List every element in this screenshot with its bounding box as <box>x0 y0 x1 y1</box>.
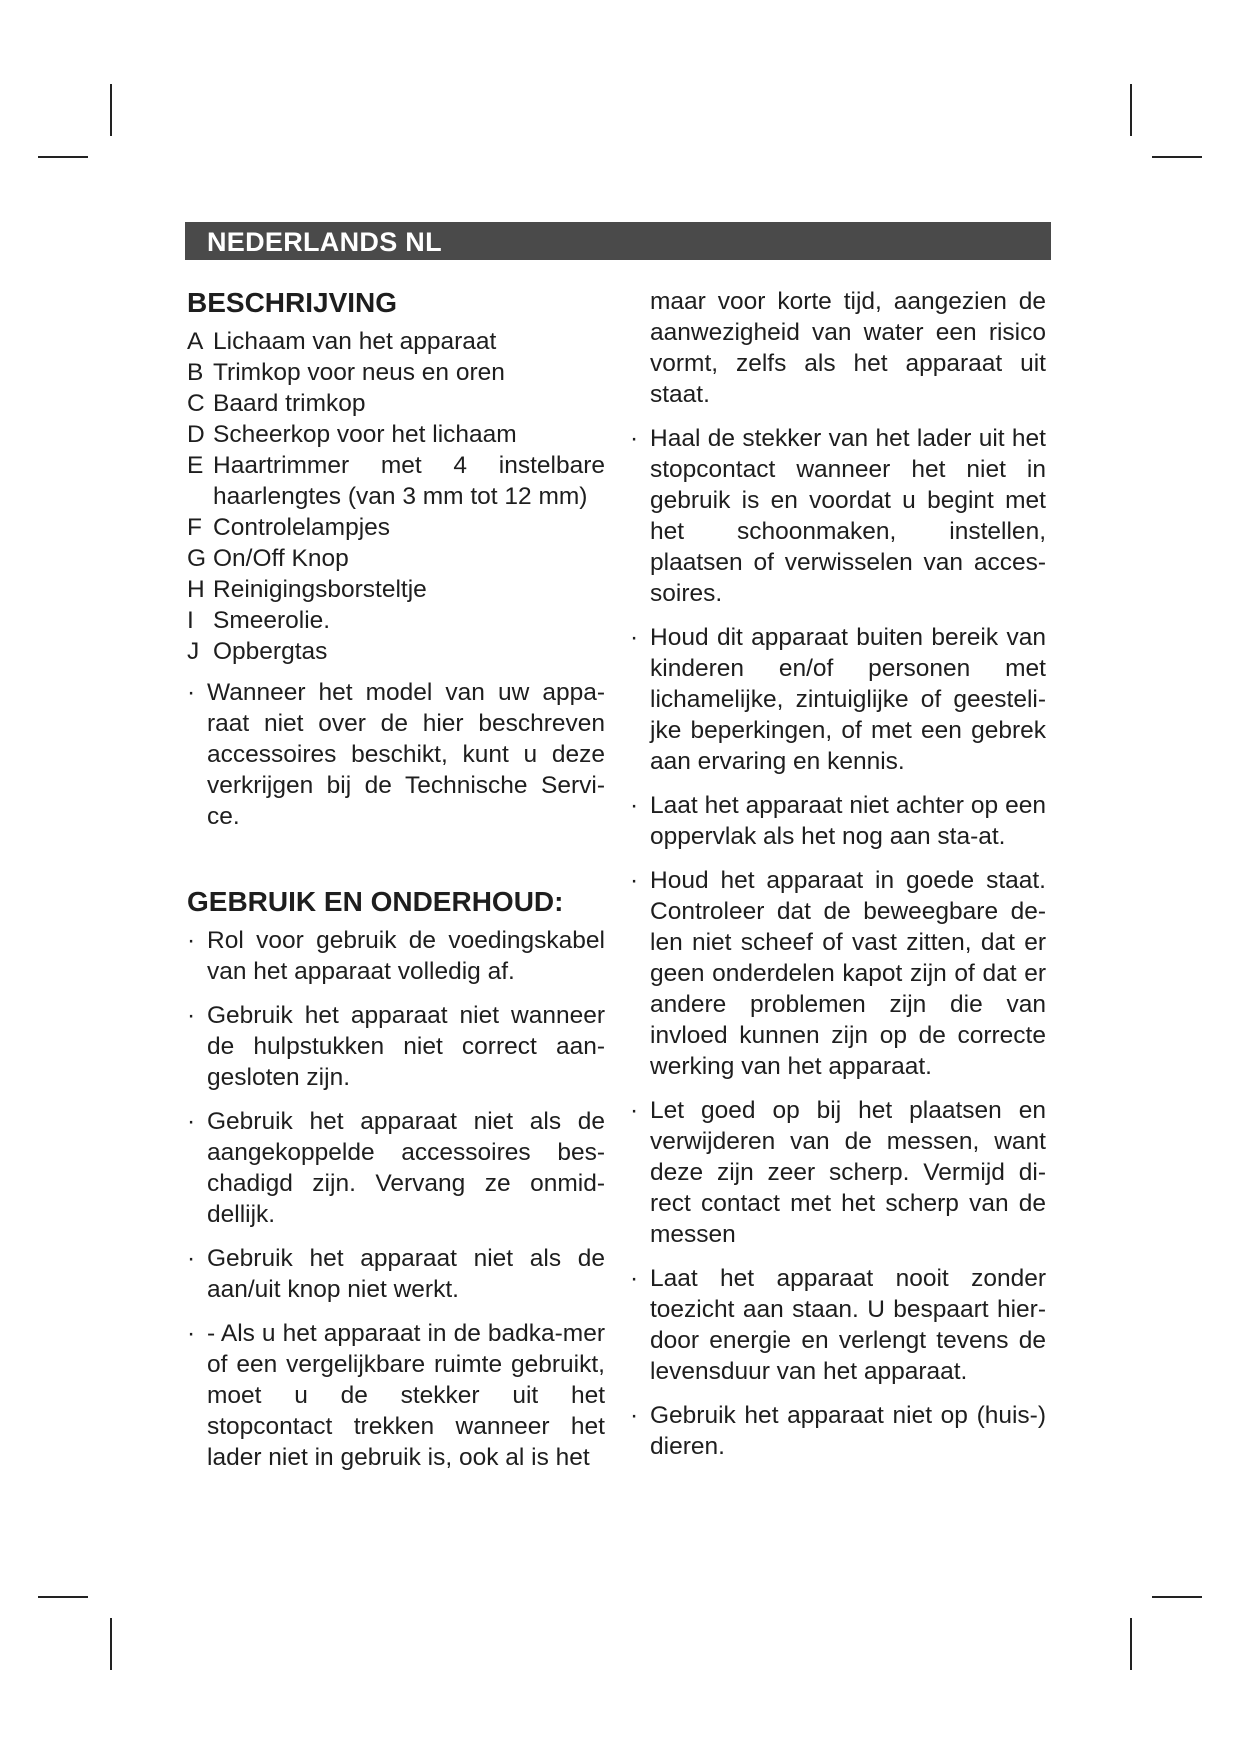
usage-bullet: · Houd dit apparaat buiten bereik van kinderen en/of personen met lichamelijke, zintuiglijke of geesteli-jke beperkingen, of met een gebrek aan ervaring en kennis. <box>630 622 1046 777</box>
left-column <box>187 286 605 1486</box>
item-text: Scheerkop voor het lichaam <box>213 421 517 448</box>
item-letter: A <box>187 328 204 355</box>
item-letter: C <box>187 390 205 417</box>
usage-title: GEBRUIK EN ONDERHOUD: <box>187 886 564 917</box>
crop-mark-top-right-horizontal <box>1152 156 1202 158</box>
item-text: Haartrimmer met 4 instelbare haarlengtes (van 3 mm tot 12 mm) <box>213 452 605 510</box>
right-column <box>630 286 1046 1475</box>
list-item <box>187 574 605 605</box>
item-text: Smeerolie. <box>213 607 331 634</box>
item-text: Reinigingsborsteltje <box>213 576 427 603</box>
usage-bullet: · Gebruik het apparaat niet als de aan/uit knop niet werkt. <box>187 1243 605 1305</box>
usage-bullet: · - Als u het apparaat in de badka-mer of een vergelijkbare ruimte gebruikt, moet u de stekker uit het stopcontact trekken wanneer het lader niet in gebruik is, ook al is het <box>187 1318 605 1473</box>
description-title: BESCHRIJVING <box>187 287 398 318</box>
list-item <box>187 543 605 574</box>
crop-mark-top-left-horizontal <box>38 156 88 158</box>
crop-mark-bottom-left-horizontal <box>38 1596 88 1598</box>
list-item <box>187 605 605 636</box>
item-text: Opbergtas <box>213 638 328 665</box>
crop-mark-top-left-vertical <box>110 84 112 136</box>
list-item <box>187 326 605 357</box>
usage-bullet: · Gebruik het apparaat niet als de aangekoppelde accessoires bes-chadigd zijn. Vervang ze onmid-dellijk. <box>187 1106 605 1230</box>
language-header: NEDERLANDS NL <box>185 222 1051 260</box>
item-letter: G <box>187 545 207 572</box>
list-item <box>187 636 605 667</box>
item-text: Controlelampjes <box>213 514 391 541</box>
usage-bullet: · Haal de stekker van het lader uit het stopcontact wanneer het niet in gebruik is en voordat u begint met het schoonmaken, instellen, plaatsen of verwisselen van acces-soires. <box>630 423 1046 609</box>
item-letter: I <box>187 607 194 634</box>
usage-bullet: · Houd het apparaat in goede staat. Controleer dat de beweegbare de-len niet scheef of vast zitten, dat er geen onderdelen kapot zijn of dat er andere problemen zijn die van invloed kunnen zijn op de correcte werking van het apparaat. <box>630 865 1046 1082</box>
item-letter: H <box>187 576 205 603</box>
section-spacer <box>187 845 605 885</box>
list-item <box>187 419 605 450</box>
crop-mark-bottom-left-vertical <box>110 1618 112 1670</box>
usage-bullet: · Gebruik het apparaat niet wanneer de hulpstukken niet correct aan-gesloten zijn. <box>187 1000 605 1093</box>
usage-bullet: · Gebruik het apparaat niet op (huis-) dieren. <box>630 1400 1046 1462</box>
usage-bullet: · Laat het apparaat nooit zonder toezicht aan staan. U bespaart hier-door energie en verlengt tevens de levensduur van het apparaat. <box>630 1263 1046 1387</box>
crop-mark-bottom-right-vertical <box>1130 1618 1132 1670</box>
item-letter: E <box>187 452 204 479</box>
item-text: On/Off Knop <box>213 545 349 572</box>
accessories-note: · Wanneer het model van uw appa-raat niet over de hier beschreven accessoires beschikt, kunt u deze verkrijgen bij de Technische Servi-ce. <box>187 677 605 832</box>
crop-mark-top-right-vertical <box>1130 84 1132 136</box>
usage-bullet: · Rol voor gebruik de voedingskabel van het apparaat volledig af. <box>187 925 605 987</box>
list-item <box>187 357 605 388</box>
item-letter: F <box>187 514 202 541</box>
list-item <box>187 388 605 419</box>
description-list <box>187 326 605 667</box>
item-letter: B <box>187 359 204 386</box>
item-text: Trimkop voor neus en oren <box>213 359 505 386</box>
crop-mark-bottom-right-horizontal <box>1152 1596 1202 1598</box>
item-text: Baard trimkop <box>213 390 366 417</box>
item-letter: D <box>187 421 205 448</box>
item-text: Lichaam van het apparaat <box>213 328 497 355</box>
list-item <box>187 450 605 512</box>
list-item <box>187 512 605 543</box>
item-letter: J <box>187 638 200 665</box>
usage-bullet: · Laat het apparaat niet achter op een oppervlak als het nog aan sta-at. <box>630 790 1046 852</box>
usage-bullet: · Let goed op bij het plaatsen en verwijderen van de messen, want deze zijn zeer scherp. Vermijd di-rect contact met het scherp van de messen <box>630 1095 1046 1250</box>
continued-paragraph: maar voor korte tijd, aangezien de aanwezigheid van water een risico vormt, zelfs als het apparaat uit staat. <box>650 288 1046 408</box>
